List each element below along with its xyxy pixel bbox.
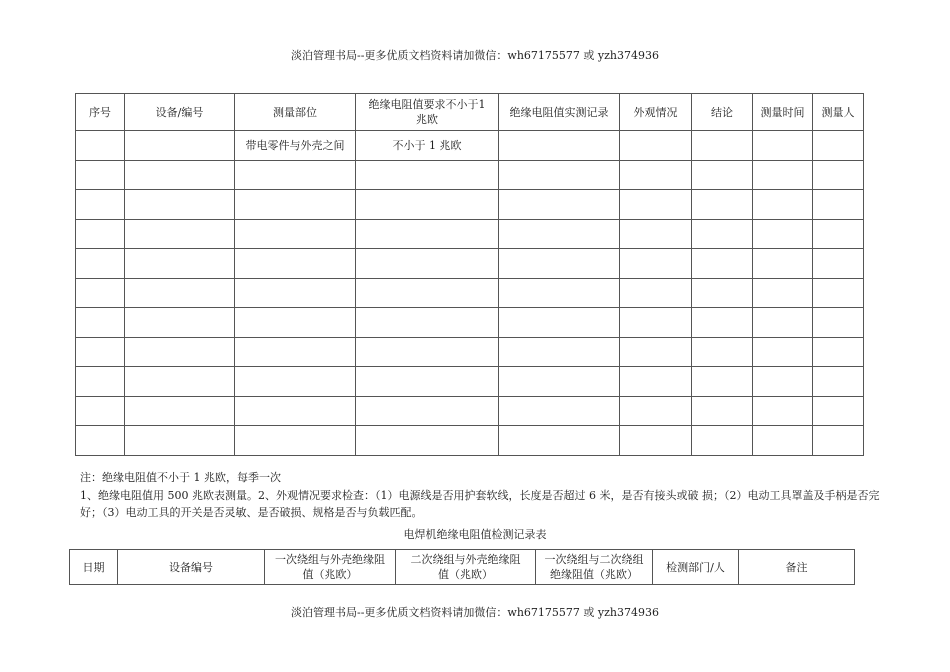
table-row (76, 396, 864, 426)
table-cell[interactable] (235, 249, 356, 279)
table-cell[interactable] (125, 131, 235, 161)
header-cell-requirement (356, 94, 499, 131)
table-cell[interactable] (235, 190, 356, 220)
table-cell[interactable] (499, 249, 620, 279)
table-cell[interactable] (620, 190, 692, 220)
table-cell[interactable] (125, 278, 235, 308)
t2-header-secondary-case (396, 550, 536, 585)
table-cell[interactable] (499, 219, 620, 249)
table-cell[interactable] (753, 308, 813, 338)
table-cell[interactable] (692, 337, 753, 367)
table-cell[interactable] (753, 367, 813, 397)
table-cell[interactable] (235, 278, 356, 308)
table-cell[interactable] (125, 190, 235, 220)
table-cell[interactable] (753, 219, 813, 249)
table-cell[interactable] (753, 160, 813, 190)
page-footer: 淡泊管理书局--更多优质文档资料请加微信：wh67175577 或 yzh374936 (291, 606, 659, 619)
page-header: 淡泊管理书局--更多优质文档资料请加微信：wh67175577 或 yzh374936 (291, 49, 659, 62)
table-cell[interactable] (620, 131, 692, 161)
table-cell[interactable] (76, 160, 125, 190)
header-cell-conclusion: 结论 (692, 94, 753, 131)
table-cell[interactable] (692, 426, 753, 456)
table-cell[interactable] (76, 190, 125, 220)
table-cell[interactable] (499, 278, 620, 308)
table-cell[interactable] (235, 396, 356, 426)
table-cell[interactable] (125, 426, 235, 456)
table-cell[interactable] (813, 308, 864, 338)
table-cell[interactable] (499, 160, 620, 190)
table-cell[interactable] (125, 249, 235, 279)
table-cell[interactable] (813, 249, 864, 279)
table-cell[interactable] (620, 219, 692, 249)
header-cell-appearance: 外观情况 (620, 94, 692, 131)
table-cell[interactable] (125, 219, 235, 249)
table-cell[interactable] (76, 367, 125, 397)
table-cell[interactable] (499, 131, 620, 161)
table-cell[interactable] (813, 367, 864, 397)
table-cell: 不小于 1 兆欧 (356, 131, 499, 161)
t2-secondary-case-text: 二次绕组与外壳绝缘阻值（兆欧） (410, 553, 521, 581)
table-cell[interactable] (813, 190, 864, 220)
table-row (76, 219, 864, 249)
table-cell[interactable] (235, 337, 356, 367)
t2-header-dept: 检测部门/人 (653, 550, 739, 585)
welder-insulation-table (69, 549, 855, 585)
note-line-1: 注：绝缘电阻值不小于 1 兆欧，每季一次 (80, 471, 281, 484)
table-cell[interactable] (753, 396, 813, 426)
table-cell[interactable] (499, 190, 620, 220)
table-cell[interactable] (356, 367, 499, 397)
table-header-row (76, 94, 864, 131)
table-cell[interactable] (125, 367, 235, 397)
table-cell[interactable] (76, 131, 125, 161)
table-cell[interactable] (76, 278, 125, 308)
table2-header-row (70, 550, 855, 585)
table-cell[interactable] (692, 131, 753, 161)
table-cell[interactable] (813, 160, 864, 190)
table-cell[interactable] (692, 367, 753, 397)
table-row (76, 190, 864, 220)
table-cell[interactable] (76, 396, 125, 426)
header-cell-index: 序号 (76, 94, 125, 131)
t2-primary-secondary-text: 一次绕组与二次绕组绝缘阻值（兆欧） (544, 553, 644, 581)
table-cell[interactable] (753, 249, 813, 279)
table-cell[interactable] (235, 160, 356, 190)
table-cell[interactable] (76, 337, 125, 367)
table-cell[interactable] (356, 396, 499, 426)
table-cell[interactable] (813, 337, 864, 367)
insulation-record-table (75, 93, 864, 456)
header-cell-measured: 绝缘电阻值实测记录 (499, 94, 620, 131)
table-cell[interactable] (692, 190, 753, 220)
table-cell[interactable] (620, 396, 692, 426)
note-line-2: 1、绝缘电阻值用 500 兆欧表测量。2、外观情况要求检查：（1）电源线是否用护套软线，长度是否超过 6 米，是否有接头或破 损；（2）电动工具罩盖及手柄是否完好；（3）电动工具的开关是否灵敏、是否破损、规格是否与负载匹配。 (80, 489, 880, 519)
table-row (76, 308, 864, 338)
table-cell[interactable] (499, 308, 620, 338)
table-cell[interactable] (356, 190, 499, 220)
table-cell[interactable] (813, 396, 864, 426)
table-cell[interactable] (125, 308, 235, 338)
table-cell[interactable] (76, 308, 125, 338)
table-cell[interactable] (356, 337, 499, 367)
table-cell[interactable] (620, 426, 692, 456)
table-cell[interactable] (499, 337, 620, 367)
table-cell[interactable] (235, 367, 356, 397)
requirement-header-text: 绝缘电阻值要求不小于1兆欧 (368, 98, 486, 126)
t2-header-primary-case (265, 550, 396, 585)
table-row (76, 337, 864, 367)
table-cell[interactable] (76, 249, 125, 279)
table-cell[interactable] (356, 160, 499, 190)
table-cell[interactable] (125, 396, 235, 426)
table-cell[interactable] (692, 219, 753, 249)
header-cell-location: 测量部位 (235, 94, 356, 131)
table-cell: 带电零件与外壳之间 (235, 131, 356, 161)
table-cell[interactable] (753, 190, 813, 220)
table-cell[interactable] (620, 337, 692, 367)
table-cell[interactable] (813, 219, 864, 249)
table-cell[interactable] (356, 219, 499, 249)
table-cell[interactable] (235, 219, 356, 249)
table-cell[interactable] (753, 426, 813, 456)
table-cell[interactable] (692, 308, 753, 338)
table-cell[interactable] (499, 426, 620, 456)
table-cell[interactable] (813, 131, 864, 161)
table-cell[interactable] (125, 337, 235, 367)
table-cell[interactable] (356, 249, 499, 279)
t2-header-device: 设备编号 (118, 550, 265, 585)
header-cell-time: 测量时间 (753, 94, 813, 131)
table-cell[interactable] (235, 426, 356, 456)
table-cell[interactable] (692, 160, 753, 190)
table-cell[interactable] (753, 337, 813, 367)
table-cell[interactable] (356, 308, 499, 338)
header-cell-person: 测量人 (813, 94, 864, 131)
table-cell[interactable] (499, 396, 620, 426)
t2-primary-case-text: 一次绕组与外壳绝缘阻值（兆欧） (275, 553, 385, 581)
table-cell[interactable] (620, 160, 692, 190)
table-cell[interactable] (356, 278, 499, 308)
table-cell[interactable] (125, 160, 235, 190)
t2-header-date: 日期 (70, 550, 118, 585)
t2-header-remarks: 备注 (739, 550, 855, 585)
table-cell[interactable] (235, 308, 356, 338)
table-row (76, 131, 864, 161)
table-row (76, 249, 864, 279)
table-cell[interactable] (753, 278, 813, 308)
table2-title: 电焊机绝缘电阻值检测记录表 (403, 528, 547, 541)
table-cell[interactable] (620, 308, 692, 338)
table-cell[interactable] (813, 426, 864, 456)
table-cell[interactable] (620, 249, 692, 279)
table-cell[interactable] (76, 426, 125, 456)
table-cell[interactable] (620, 367, 692, 397)
table-row (76, 160, 864, 190)
table-cell[interactable] (356, 426, 499, 456)
table-cell[interactable] (813, 278, 864, 308)
header-cell-device: 设备/编号 (125, 94, 235, 131)
table-row (76, 278, 864, 308)
table-cell[interactable] (620, 278, 692, 308)
table-cell[interactable] (499, 367, 620, 397)
table-cell[interactable] (753, 131, 813, 161)
table-row (76, 426, 864, 456)
table-cell[interactable] (692, 249, 753, 279)
table-cell[interactable] (692, 278, 753, 308)
table-cell[interactable] (76, 219, 125, 249)
table-row (76, 367, 864, 397)
table-cell[interactable] (692, 396, 753, 426)
t2-header-primary-secondary (536, 550, 653, 585)
